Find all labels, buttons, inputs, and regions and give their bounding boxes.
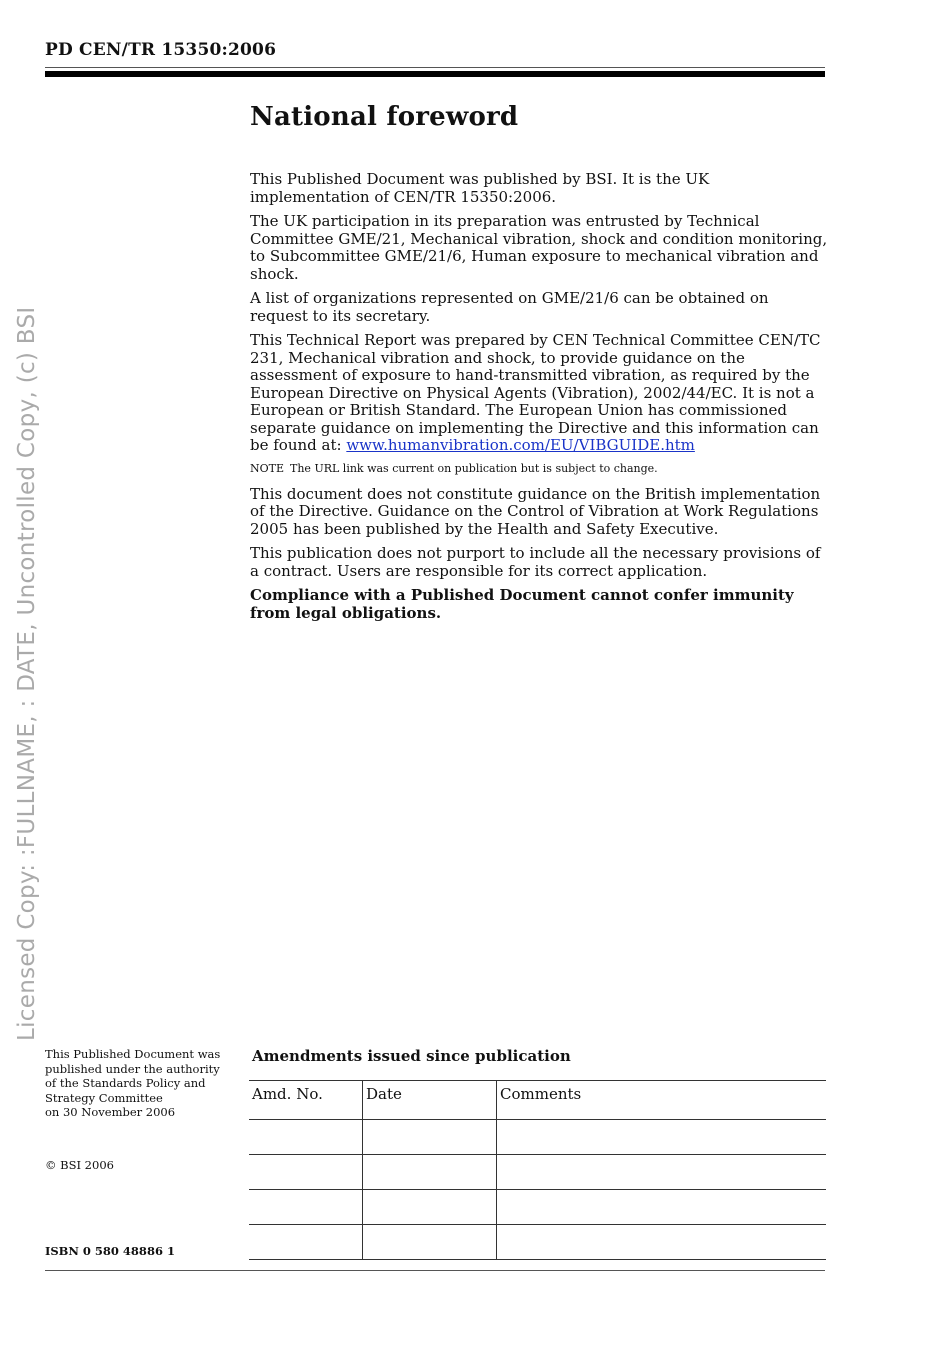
table-header-row <box>249 1081 826 1120</box>
amendments-table <box>249 1080 826 1260</box>
isbn: ISBN 0 580 48886 1 <box>45 1244 175 1258</box>
table-cell <box>249 1225 363 1260</box>
authority-statement <box>45 1047 235 1120</box>
table-cell <box>363 1190 497 1225</box>
table-row <box>249 1225 826 1260</box>
table-cell <box>497 1190 827 1225</box>
paragraph-guidance: This document does not constitute guidance on the British implementation of the Directive. Guidance on the Control of Vibration at Work Regulations 2005 has been published by the Health and Safety Executive. <box>250 484 821 538</box>
authority-line: This Published Document was <box>45 1047 221 1061</box>
table-row <box>249 1155 826 1190</box>
column-header-date: Date <box>363 1081 497 1120</box>
license-watermark: Licensed Copy: :FULLNAME, : DATE, Uncontrolled Copy, (c) BSI <box>14 306 40 1041</box>
copyright: © BSI 2006 <box>45 1158 114 1172</box>
column-header-amd-no: Amd. No. <box>249 1081 363 1120</box>
authority-line: published under the authority <box>45 1061 220 1076</box>
table-row <box>249 1190 826 1225</box>
table-cell <box>363 1120 497 1155</box>
authority-line: Strategy Committee <box>45 1090 163 1105</box>
foreword-body <box>250 101 830 629</box>
authority-line: of the Standards Policy and <box>45 1076 206 1090</box>
footer-rule <box>45 1270 825 1271</box>
paragraph-participation: The UK participation in its preparation was entrusted by Technical Committee GME/21, Mechanical vibration, shock and condition monitoring, to Subcommittee GME/21/6, Human exposure to mechanical vibration and shock. <box>250 212 828 283</box>
page-title: National foreword <box>250 102 519 132</box>
column-header-comments: Comments <box>497 1081 827 1120</box>
table-cell <box>497 1120 827 1155</box>
table-cell <box>249 1190 363 1225</box>
paragraph-publication: This Published Document was published by BSI. It is the UK implementation of CEN/TR 15350:2006. <box>250 170 710 206</box>
paragraph-technical-report-text: This Technical Report was prepared by CEN Technical Committee CEN/TC 231, Mechanical vibration and shock, to provide guidance on the assessment of exposure to hand-transmitted vibration, as required by the European Directive on Physical Agents (Vibration), 2002/44/EC. It is not a European or British Standard. The European Union has commissioned separate guidance on implementing the Directive and this information can be found at: <box>250 331 821 454</box>
note-text: The URL link was current on publication but is subject to change. <box>290 461 658 475</box>
table-cell <box>497 1155 827 1190</box>
document-id: PD CEN/TR 15350:2006 <box>45 40 277 60</box>
paragraph-compliance: Compliance with a Published Document cannot confer immunity from legal obligations. <box>250 586 794 622</box>
amendments-title: Amendments issued since publication <box>252 1047 571 1065</box>
table-cell <box>249 1120 363 1155</box>
header-rule-thin <box>45 67 825 68</box>
note-label: NOTE <box>250 461 285 475</box>
table-cell <box>363 1155 497 1190</box>
table-row <box>249 1120 826 1155</box>
table-cell <box>249 1155 363 1190</box>
authority-line: on 30 November 2006 <box>45 1105 176 1119</box>
vibguide-link[interactable]: www.humanvibration.com/EU/VIBGUIDE.htm <box>346 436 695 454</box>
note <box>250 462 830 476</box>
paragraph-technical-report <box>250 332 830 455</box>
header-rule-thick <box>45 71 825 77</box>
paragraph-organizations: A list of organizations represented on GME/21/6 can be obtained on request to its secretary. <box>250 289 769 325</box>
table-cell <box>497 1225 827 1260</box>
paragraph-provisions: This publication does not purport to include all the necessary provisions of a contract. Users are responsible for its correct application. <box>250 544 821 580</box>
table-cell <box>363 1225 497 1260</box>
